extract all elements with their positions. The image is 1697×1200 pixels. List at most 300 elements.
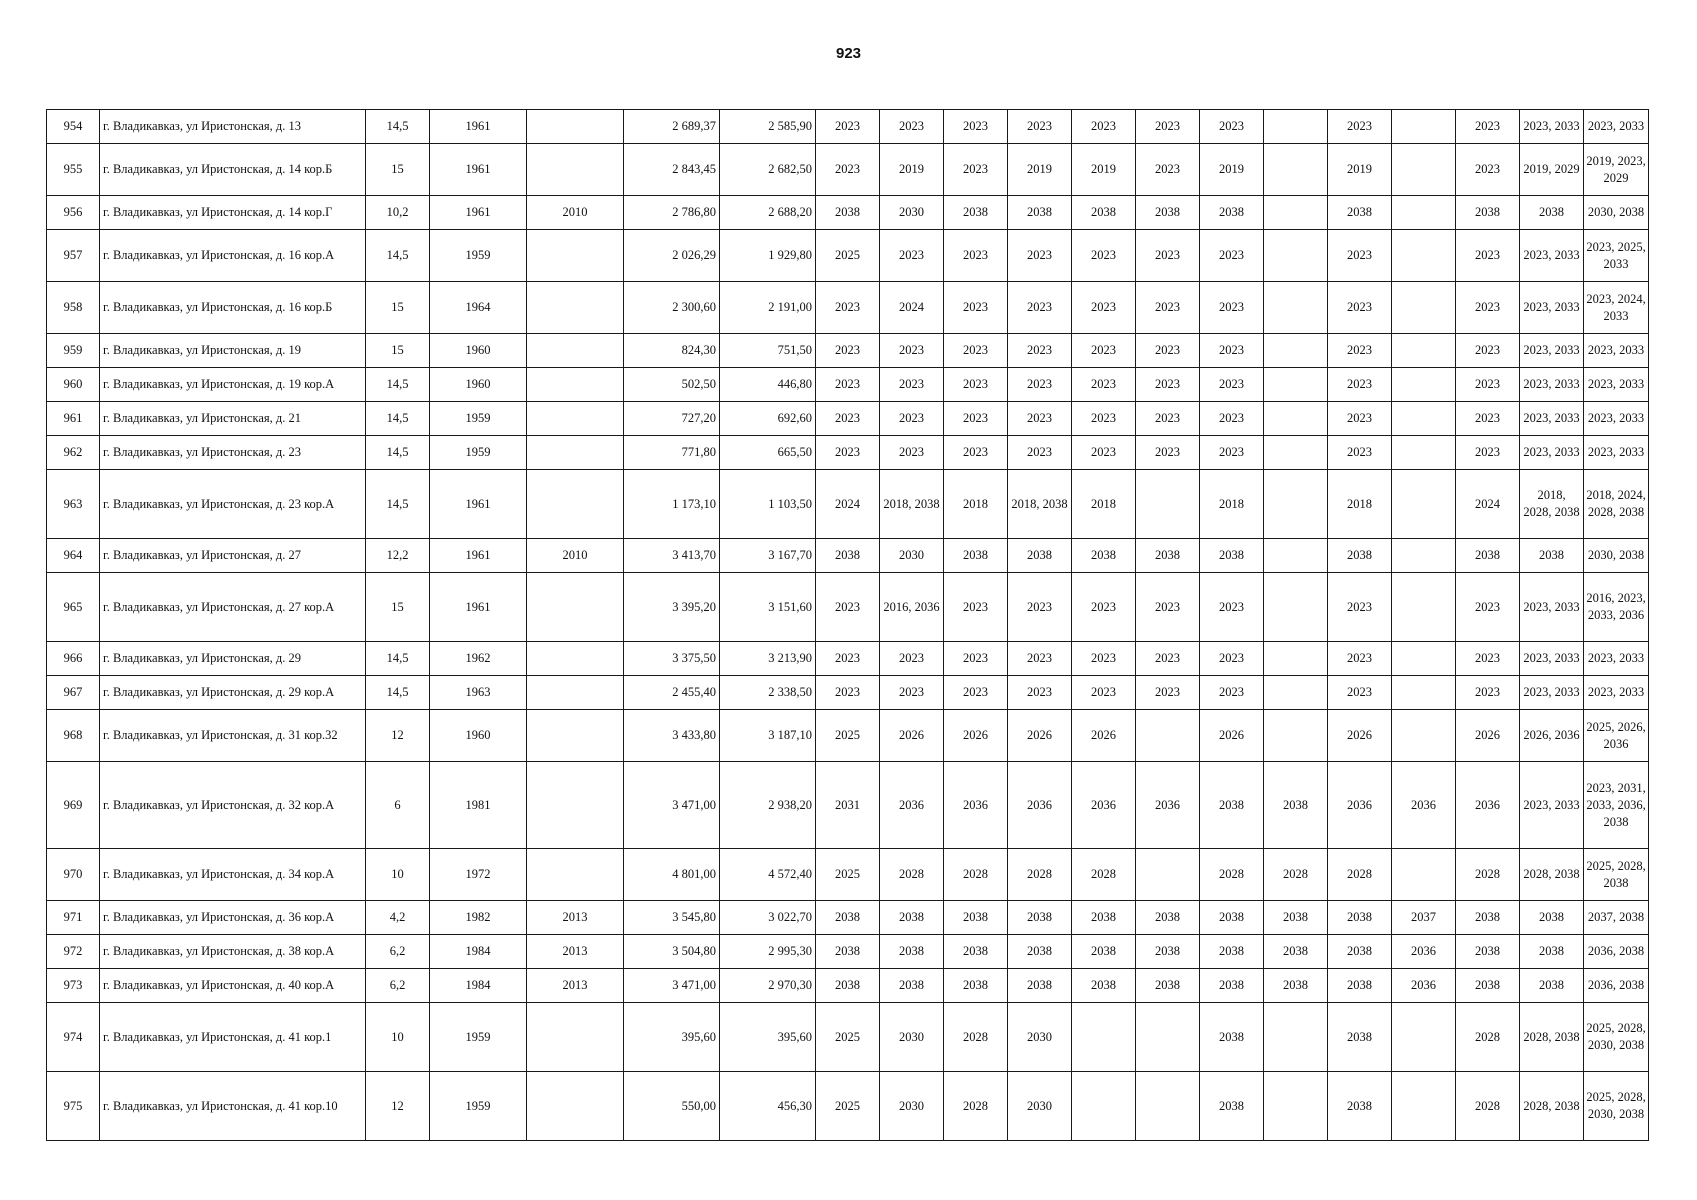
living-area-cell: 2 338,50: [720, 676, 816, 710]
work-year-3-cell: 2038: [944, 196, 1008, 230]
work-year-5-cell: 2023: [1072, 402, 1136, 436]
build-year-cell: 1984: [430, 935, 527, 969]
total-area-cell: 3 504,80: [624, 935, 720, 969]
row-number-cell: 972: [47, 935, 100, 969]
living-area-cell: 3 213,90: [720, 642, 816, 676]
work-year-8-cell: [1264, 710, 1328, 762]
work-year-10-cell: [1392, 1072, 1456, 1141]
wear-percent-cell: 14,5: [366, 642, 430, 676]
work-year-3-cell: 2038: [944, 969, 1008, 1003]
work-year-11-cell: 2023: [1456, 144, 1520, 196]
work-year-10-cell: [1392, 334, 1456, 368]
work-year-7-cell: 2038: [1200, 969, 1264, 1003]
work-year-1-cell: 2025: [816, 1003, 880, 1072]
work-year-3-cell: 2038: [944, 901, 1008, 935]
work-year-10-cell: [1392, 196, 1456, 230]
table-row: [47, 1003, 1649, 1072]
address-cell: г. Владикавказ, ул Иристонская, д. 14 кор.Б: [100, 144, 366, 196]
work-year-3-cell: 2028: [944, 1072, 1008, 1141]
address-cell: г. Владикавказ, ул Иристонская, д. 29 кор.А: [100, 676, 366, 710]
work-year-13-cell: 2023, 2033: [1584, 334, 1649, 368]
work-year-13-cell: 2025, 2028, 2038: [1584, 849, 1649, 901]
work-year-13-cell: 2023, 2033: [1584, 436, 1649, 470]
work-year-8-cell: [1264, 1072, 1328, 1141]
work-year-1-cell: 2031: [816, 762, 880, 849]
build-year-cell: 1961: [430, 196, 527, 230]
work-year-12-cell: 2026, 2036: [1520, 710, 1584, 762]
work-year-8-cell: [1264, 539, 1328, 573]
work-year-6-cell: 2023: [1136, 676, 1200, 710]
work-year-11-cell: 2023: [1456, 436, 1520, 470]
total-area-cell: 771,80: [624, 436, 720, 470]
work-year-13-cell: 2023, 2024, 2033: [1584, 282, 1649, 334]
work-year-13-cell: 2023, 2033: [1584, 368, 1649, 402]
table-row: [47, 196, 1649, 230]
table-body: [47, 110, 1649, 1141]
row-number-cell: 959: [47, 334, 100, 368]
work-year-4-cell: 2026: [1008, 710, 1072, 762]
address-cell: г. Владикавказ, ул Иристонская, д. 27 кор.А: [100, 573, 366, 642]
work-year-2-cell: 2023: [880, 436, 944, 470]
total-area-cell: 502,50: [624, 368, 720, 402]
work-year-6-cell: 2038: [1136, 935, 1200, 969]
work-year-11-cell: 2038: [1456, 901, 1520, 935]
address-cell: г. Владикавказ, ул Иристонская, д. 23 кор.А: [100, 470, 366, 539]
living-area-cell: 2 585,90: [720, 110, 816, 144]
living-area-cell: 2 970,30: [720, 969, 816, 1003]
work-year-3-cell: 2028: [944, 849, 1008, 901]
work-year-10-cell: [1392, 470, 1456, 539]
work-year-4-cell: 2028: [1008, 849, 1072, 901]
work-year-2-cell: 2023: [880, 368, 944, 402]
row-number-cell: 973: [47, 969, 100, 1003]
work-year-1-cell: 2024: [816, 470, 880, 539]
address-cell: г. Владикавказ, ул Иристонская, д. 19 кор.А: [100, 368, 366, 402]
address-cell: г. Владикавказ, ул Иристонская, д. 13: [100, 110, 366, 144]
work-year-4-cell: 2023: [1008, 334, 1072, 368]
work-year-7-cell: 2023: [1200, 642, 1264, 676]
row-number-cell: 971: [47, 901, 100, 935]
work-year-12-cell: 2018, 2028, 2038: [1520, 470, 1584, 539]
wear-percent-cell: 15: [366, 573, 430, 642]
renovation-year-cell: 2010: [527, 539, 624, 573]
work-year-6-cell: 2023: [1136, 230, 1200, 282]
page-number: 923: [835, 45, 862, 62]
work-year-8-cell: [1264, 676, 1328, 710]
build-year-cell: 1963: [430, 676, 527, 710]
work-year-1-cell: 2038: [816, 901, 880, 935]
work-year-4-cell: 2038: [1008, 539, 1072, 573]
work-year-2-cell: 2023: [880, 642, 944, 676]
living-area-cell: 456,30: [720, 1072, 816, 1141]
work-year-5-cell: 2038: [1072, 969, 1136, 1003]
address-cell: г. Владикавказ, ул Иристонская, д. 19: [100, 334, 366, 368]
work-year-12-cell: 2028, 2038: [1520, 849, 1584, 901]
work-year-8-cell: 2038: [1264, 762, 1328, 849]
renovation-year-cell: [527, 436, 624, 470]
address-cell: г. Владикавказ, ул Иристонская, д. 40 кор.А: [100, 969, 366, 1003]
work-year-4-cell: 2023: [1008, 368, 1072, 402]
work-year-3-cell: 2018: [944, 470, 1008, 539]
total-area-cell: 550,00: [624, 1072, 720, 1141]
work-year-6-cell: [1136, 710, 1200, 762]
row-number-cell: 958: [47, 282, 100, 334]
work-year-4-cell: 2023: [1008, 110, 1072, 144]
total-area-cell: 2 026,29: [624, 230, 720, 282]
wear-percent-cell: 10: [366, 1003, 430, 1072]
work-year-10-cell: 2036: [1392, 969, 1456, 1003]
work-year-11-cell: 2028: [1456, 1003, 1520, 1072]
work-year-3-cell: 2036: [944, 762, 1008, 849]
table-row: [47, 573, 1649, 642]
work-year-9-cell: 2023: [1328, 676, 1392, 710]
work-year-3-cell: 2023: [944, 230, 1008, 282]
work-year-7-cell: 2028: [1200, 849, 1264, 901]
work-year-11-cell: 2024: [1456, 470, 1520, 539]
living-area-cell: 2 191,00: [720, 282, 816, 334]
work-year-7-cell: 2023: [1200, 368, 1264, 402]
work-year-7-cell: 2023: [1200, 282, 1264, 334]
work-year-5-cell: 2038: [1072, 901, 1136, 935]
work-year-1-cell: 2023: [816, 402, 880, 436]
work-year-10-cell: [1392, 436, 1456, 470]
renovation-year-cell: 2010: [527, 196, 624, 230]
work-year-13-cell: 2037, 2038: [1584, 901, 1649, 935]
work-year-3-cell: 2023: [944, 110, 1008, 144]
work-year-12-cell: 2038: [1520, 539, 1584, 573]
living-area-cell: 3 187,10: [720, 710, 816, 762]
wear-percent-cell: 14,5: [366, 402, 430, 436]
renovation-year-cell: [527, 1003, 624, 1072]
renovation-year-cell: [527, 849, 624, 901]
total-area-cell: 3 395,20: [624, 573, 720, 642]
renovation-year-cell: [527, 676, 624, 710]
row-number-cell: 975: [47, 1072, 100, 1141]
work-year-10-cell: [1392, 282, 1456, 334]
work-year-6-cell: 2038: [1136, 969, 1200, 1003]
row-number-cell: 974: [47, 1003, 100, 1072]
work-year-5-cell: 2023: [1072, 230, 1136, 282]
table-row: [47, 470, 1649, 539]
work-year-2-cell: 2018, 2038: [880, 470, 944, 539]
work-year-7-cell: 2038: [1200, 1003, 1264, 1072]
work-year-9-cell: 2019: [1328, 144, 1392, 196]
renovation-year-cell: [527, 334, 624, 368]
work-year-8-cell: [1264, 1003, 1328, 1072]
work-year-11-cell: 2023: [1456, 676, 1520, 710]
work-year-11-cell: 2038: [1456, 969, 1520, 1003]
build-year-cell: 1959: [430, 402, 527, 436]
work-year-5-cell: 2023: [1072, 110, 1136, 144]
work-year-8-cell: [1264, 436, 1328, 470]
build-year-cell: 1984: [430, 969, 527, 1003]
work-year-12-cell: 2038: [1520, 196, 1584, 230]
work-year-12-cell: 2038: [1520, 969, 1584, 1003]
address-cell: г. Владикавказ, ул Иристонская, д. 14 кор.Г: [100, 196, 366, 230]
total-area-cell: 2 300,60: [624, 282, 720, 334]
work-year-10-cell: [1392, 402, 1456, 436]
work-year-3-cell: 2023: [944, 676, 1008, 710]
wear-percent-cell: 14,5: [366, 470, 430, 539]
living-area-cell: 2 682,50: [720, 144, 816, 196]
address-cell: г. Владикавказ, ул Иристонская, д. 34 кор.А: [100, 849, 366, 901]
address-cell: г. Владикавказ, ул Иристонская, д. 27: [100, 539, 366, 573]
row-number-cell: 968: [47, 710, 100, 762]
address-cell: г. Владикавказ, ул Иристонская, д. 41 кор.1: [100, 1003, 366, 1072]
work-year-4-cell: 2023: [1008, 402, 1072, 436]
work-year-9-cell: 2038: [1328, 1003, 1392, 1072]
work-year-13-cell: 2023, 2033: [1584, 402, 1649, 436]
work-year-13-cell: 2018, 2024, 2028, 2038: [1584, 470, 1649, 539]
work-year-9-cell: 2038: [1328, 901, 1392, 935]
work-year-11-cell: 2028: [1456, 849, 1520, 901]
work-year-13-cell: 2036, 2038: [1584, 935, 1649, 969]
work-year-6-cell: 2023: [1136, 144, 1200, 196]
address-cell: г. Владикавказ, ул Иристонская, д. 36 кор.А: [100, 901, 366, 935]
work-year-12-cell: 2038: [1520, 935, 1584, 969]
work-year-6-cell: 2023: [1136, 573, 1200, 642]
work-year-12-cell: 2028, 2038: [1520, 1003, 1584, 1072]
work-year-12-cell: 2023, 2033: [1520, 230, 1584, 282]
work-year-13-cell: 2023, 2033: [1584, 642, 1649, 676]
wear-percent-cell: 14,5: [366, 110, 430, 144]
work-year-12-cell: 2023, 2033: [1520, 676, 1584, 710]
work-year-3-cell: 2023: [944, 642, 1008, 676]
work-year-4-cell: 2023: [1008, 642, 1072, 676]
work-year-13-cell: 2023, 2025, 2033: [1584, 230, 1649, 282]
work-year-4-cell: 2038: [1008, 969, 1072, 1003]
work-year-9-cell: 2023: [1328, 368, 1392, 402]
total-area-cell: 727,20: [624, 402, 720, 436]
work-year-9-cell: 2028: [1328, 849, 1392, 901]
total-area-cell: 2 455,40: [624, 676, 720, 710]
total-area-cell: 3 471,00: [624, 969, 720, 1003]
total-area-cell: 395,60: [624, 1003, 720, 1072]
table-row: [47, 969, 1649, 1003]
work-year-11-cell: 2038: [1456, 196, 1520, 230]
work-year-8-cell: [1264, 573, 1328, 642]
work-year-10-cell: [1392, 710, 1456, 762]
build-year-cell: 1959: [430, 1072, 527, 1141]
work-year-2-cell: 2036: [880, 762, 944, 849]
work-year-4-cell: 2019: [1008, 144, 1072, 196]
work-year-8-cell: [1264, 110, 1328, 144]
work-year-2-cell: 2026: [880, 710, 944, 762]
work-year-8-cell: [1264, 368, 1328, 402]
wear-percent-cell: 14,5: [366, 436, 430, 470]
table-row: [47, 282, 1649, 334]
work-year-6-cell: 2038: [1136, 539, 1200, 573]
address-cell: г. Владикавказ, ул Иристонская, д. 38 кор.А: [100, 935, 366, 969]
work-year-9-cell: 2038: [1328, 935, 1392, 969]
build-year-cell: 1964: [430, 282, 527, 334]
work-year-11-cell: 2023: [1456, 402, 1520, 436]
table-row: [47, 230, 1649, 282]
work-year-5-cell: 2023: [1072, 368, 1136, 402]
work-year-8-cell: [1264, 642, 1328, 676]
work-year-6-cell: 2023: [1136, 110, 1200, 144]
work-year-4-cell: 2038: [1008, 935, 1072, 969]
row-number-cell: 964: [47, 539, 100, 573]
work-year-5-cell: 2028: [1072, 849, 1136, 901]
wear-percent-cell: 15: [366, 282, 430, 334]
work-year-8-cell: [1264, 282, 1328, 334]
table-row: [47, 849, 1649, 901]
table-row: [47, 144, 1649, 196]
work-year-10-cell: 2036: [1392, 762, 1456, 849]
renovation-year-cell: 2013: [527, 901, 624, 935]
work-year-4-cell: 2023: [1008, 573, 1072, 642]
work-year-12-cell: 2023, 2033: [1520, 762, 1584, 849]
work-year-6-cell: [1136, 470, 1200, 539]
renovation-year-cell: [527, 762, 624, 849]
work-year-8-cell: [1264, 334, 1328, 368]
living-area-cell: 395,60: [720, 1003, 816, 1072]
work-year-2-cell: 2030: [880, 539, 944, 573]
work-year-7-cell: 2038: [1200, 539, 1264, 573]
work-year-4-cell: 2023: [1008, 230, 1072, 282]
total-area-cell: 2 786,80: [624, 196, 720, 230]
renovation-year-cell: [527, 230, 624, 282]
work-year-6-cell: 2038: [1136, 901, 1200, 935]
work-year-1-cell: 2023: [816, 436, 880, 470]
table-row: [47, 762, 1649, 849]
work-year-10-cell: [1392, 849, 1456, 901]
work-year-2-cell: 2016, 2036: [880, 573, 944, 642]
build-year-cell: 1961: [430, 144, 527, 196]
living-area-cell: 3 151,60: [720, 573, 816, 642]
work-year-11-cell: 2023: [1456, 368, 1520, 402]
work-year-2-cell: 2038: [880, 969, 944, 1003]
work-year-7-cell: 2023: [1200, 334, 1264, 368]
work-year-8-cell: [1264, 230, 1328, 282]
work-year-4-cell: 2023: [1008, 282, 1072, 334]
work-year-7-cell: 2038: [1200, 762, 1264, 849]
build-year-cell: 1959: [430, 1003, 527, 1072]
work-year-5-cell: 2023: [1072, 573, 1136, 642]
work-year-1-cell: 2023: [816, 368, 880, 402]
row-number-cell: 969: [47, 762, 100, 849]
work-year-3-cell: 2023: [944, 334, 1008, 368]
work-year-8-cell: [1264, 470, 1328, 539]
work-year-7-cell: 2023: [1200, 436, 1264, 470]
work-year-9-cell: 2038: [1328, 196, 1392, 230]
work-year-12-cell: 2019, 2029: [1520, 144, 1584, 196]
work-year-8-cell: [1264, 144, 1328, 196]
work-year-7-cell: 2038: [1200, 196, 1264, 230]
work-year-9-cell: 2023: [1328, 334, 1392, 368]
renovation-year-cell: [527, 110, 624, 144]
work-year-10-cell: [1392, 642, 1456, 676]
work-year-5-cell: 2026: [1072, 710, 1136, 762]
row-number-cell: 956: [47, 196, 100, 230]
work-year-5-cell: 2023: [1072, 676, 1136, 710]
living-area-cell: 446,80: [720, 368, 816, 402]
row-number-cell: 967: [47, 676, 100, 710]
work-year-1-cell: 2025: [816, 230, 880, 282]
renovation-year-cell: 2013: [527, 935, 624, 969]
work-year-4-cell: 2036: [1008, 762, 1072, 849]
work-year-2-cell: 2028: [880, 849, 944, 901]
address-cell: г. Владикавказ, ул Иристонская, д. 41 кор.10: [100, 1072, 366, 1141]
work-year-1-cell: 2038: [816, 196, 880, 230]
work-year-10-cell: [1392, 676, 1456, 710]
build-year-cell: 1961: [430, 110, 527, 144]
work-year-13-cell: 2023, 2033: [1584, 110, 1649, 144]
build-year-cell: 1960: [430, 368, 527, 402]
work-year-4-cell: 2023: [1008, 676, 1072, 710]
work-year-10-cell: [1392, 1003, 1456, 1072]
work-year-7-cell: 2038: [1200, 901, 1264, 935]
work-year-4-cell: 2030: [1008, 1003, 1072, 1072]
work-year-5-cell: 2023: [1072, 436, 1136, 470]
work-year-11-cell: 2038: [1456, 539, 1520, 573]
work-year-9-cell: 2023: [1328, 230, 1392, 282]
build-year-cell: 1961: [430, 573, 527, 642]
living-area-cell: 2 938,20: [720, 762, 816, 849]
build-year-cell: 1972: [430, 849, 527, 901]
wear-percent-cell: 10: [366, 849, 430, 901]
work-year-7-cell: 2023: [1200, 110, 1264, 144]
work-year-1-cell: 2038: [816, 969, 880, 1003]
renovation-year-cell: [527, 573, 624, 642]
row-number-cell: 955: [47, 144, 100, 196]
work-year-13-cell: 2030, 2038: [1584, 196, 1649, 230]
work-year-9-cell: 2023: [1328, 282, 1392, 334]
work-year-11-cell: 2036: [1456, 762, 1520, 849]
renovation-year-cell: [527, 642, 624, 676]
work-year-6-cell: 2023: [1136, 368, 1200, 402]
total-area-cell: 3 375,50: [624, 642, 720, 676]
work-year-13-cell: 2036, 2038: [1584, 969, 1649, 1003]
work-year-2-cell: 2023: [880, 676, 944, 710]
work-year-9-cell: 2038: [1328, 1072, 1392, 1141]
work-year-3-cell: 2023: [944, 368, 1008, 402]
address-cell: г. Владикавказ, ул Иристонская, д. 16 кор.Б: [100, 282, 366, 334]
work-year-5-cell: 2038: [1072, 539, 1136, 573]
work-year-12-cell: 2023, 2033: [1520, 402, 1584, 436]
work-year-13-cell: 2025, 2028, 2030, 2038: [1584, 1072, 1649, 1141]
work-year-1-cell: 2023: [816, 144, 880, 196]
work-year-1-cell: 2023: [816, 334, 880, 368]
work-year-6-cell: 2036: [1136, 762, 1200, 849]
table-row: [47, 110, 1649, 144]
work-year-6-cell: 2023: [1136, 436, 1200, 470]
wear-percent-cell: 4,2: [366, 901, 430, 935]
housing-register-table: [46, 109, 1649, 1141]
work-year-1-cell: 2025: [816, 849, 880, 901]
table-row: [47, 539, 1649, 573]
work-year-2-cell: 2023: [880, 110, 944, 144]
work-year-6-cell: 2023: [1136, 642, 1200, 676]
build-year-cell: 1961: [430, 539, 527, 573]
work-year-4-cell: 2038: [1008, 901, 1072, 935]
wear-percent-cell: 6: [366, 762, 430, 849]
work-year-9-cell: 2018: [1328, 470, 1392, 539]
renovation-year-cell: [527, 282, 624, 334]
table-row: [47, 901, 1649, 935]
work-year-5-cell: 2038: [1072, 935, 1136, 969]
work-year-1-cell: 2025: [816, 1072, 880, 1141]
row-number-cell: 960: [47, 368, 100, 402]
table-row: [47, 642, 1649, 676]
work-year-10-cell: [1392, 368, 1456, 402]
work-year-10-cell: [1392, 110, 1456, 144]
work-year-11-cell: 2028: [1456, 1072, 1520, 1141]
work-year-4-cell: 2030: [1008, 1072, 1072, 1141]
table-row: [47, 710, 1649, 762]
work-year-11-cell: 2023: [1456, 573, 1520, 642]
